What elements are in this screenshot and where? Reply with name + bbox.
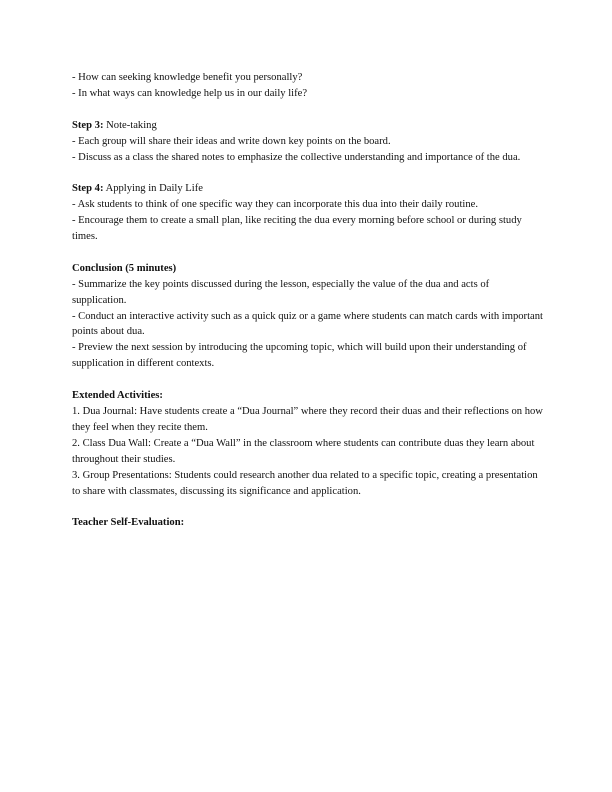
conclusion-item: - Conduct an interactive activity such as a quick quiz or a game where students can match cards with important points about dua. [72,310,543,338]
step-4-heading [72,181,544,197]
step-4-label: Step 4: [72,183,104,195]
conclusion-heading: Conclusion (5 minutes) [72,262,177,274]
step-3-section [72,118,544,166]
conclusion-item: - Summarize the key points discussed during the lesson, especially the value of the dua and acts of supplication. [72,278,490,306]
question-line: - How can seeking knowledge benefit you personally? [72,72,303,83]
conclusion-section [72,261,544,372]
extended-activity-item: 1. Dua Journal: Have students create a “Dua Journal” where they record their duas and their reflections on how they feel when they recite them. [72,405,543,433]
extended-activities-section [72,388,544,499]
step-4-item: - Ask students to think of one specific way they can incorporate this dua into their daily routine. [72,199,478,211]
step-3-item: - Discuss as a class the shared notes to emphasize the collective understanding and importance of the dua. [72,151,521,163]
extended-activity-item: 2. Class Dua Wall: Create a “Dua Wall” in the classroom where students can contribute duas they learn about throughout their studies. [72,437,535,465]
step-4-title: Applying in Daily Life [103,183,203,195]
intro-questions [72,70,544,102]
step-3-item: - Each group will share their ideas and write down key points on the board. [72,135,391,147]
step-3-label: Step 3: [72,119,104,131]
extended-activity-item: 3. Group Presentations: Students could research another dua related to a specific topic, creating a presentation to share with classmates, discussing its significance and application. [72,469,538,497]
step-3-title: Note-taking [103,119,157,131]
extended-activities-heading: Extended Activities: [72,390,163,402]
step-4-item: - Encourage them to create a small plan, like reciting the dua every morning before school or during study times. [72,215,522,243]
self-evaluation-section [72,515,544,531]
conclusion-item: - Preview the next session by introducing the upcoming topic, which will build upon their understanding of supplication in different contexts. [72,342,527,370]
step-4-section [72,181,544,245]
document-page [72,70,544,547]
question-line: - In what ways can knowledge help us in our daily life? [72,87,308,99]
step-3-heading [72,118,544,134]
self-evaluation-heading: Teacher Self-Evaluation: [72,517,185,529]
